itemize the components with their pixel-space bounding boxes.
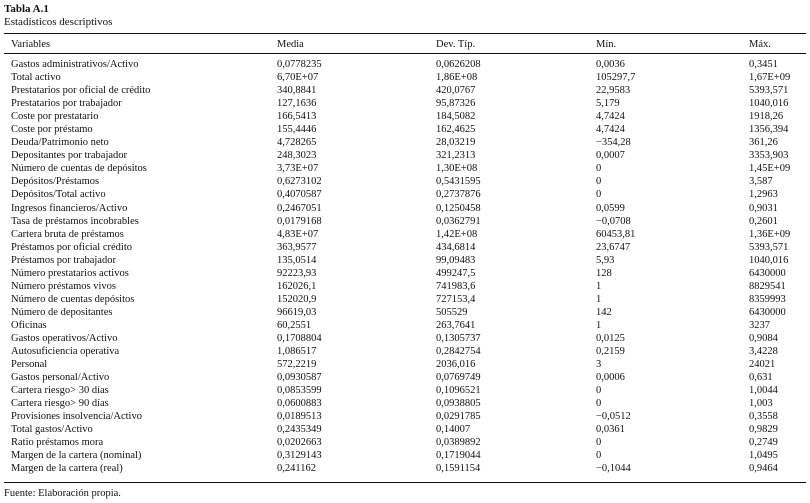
table-row	[11, 462, 806, 475]
cell-media: 166,5413	[277, 111, 317, 123]
cell-dev-tip: 420,0767	[436, 85, 476, 97]
cell-min: 0,0361	[596, 424, 625, 436]
cell-max: 1,45E+09	[749, 163, 791, 175]
cell-variable: Préstamos por oficial crédito	[11, 241, 133, 253]
cell-variable: Provisiones insolvencia/Activo	[11, 411, 142, 423]
cell-min: 0	[596, 189, 602, 201]
cell-media: 0,3129143	[277, 450, 322, 462]
table-row	[11, 175, 806, 188]
cell-min: 0,2159	[596, 346, 625, 358]
cell-variable: Cartera riesgo> 90 días	[11, 398, 109, 410]
cell-media: 135,0514	[277, 254, 317, 266]
cell-min: 0	[596, 398, 602, 410]
cell-max: 1,2963	[749, 189, 778, 201]
table-row	[11, 319, 806, 332]
cell-media: 0,0179168	[277, 215, 322, 227]
cell-dev-tip: 99,09483	[436, 254, 476, 266]
cell-dev-tip: 0,2842754	[436, 346, 481, 358]
cell-media: 0,4070587	[277, 189, 322, 201]
cell-media: 340,8841	[277, 85, 317, 97]
cell-max: 3,587	[749, 176, 773, 188]
descriptive-stats-table	[11, 58, 806, 476]
table-row	[11, 306, 806, 319]
cell-max: 1918,26	[749, 111, 784, 123]
cell-variable: Depósitos/Total activo	[11, 189, 106, 201]
cell-min: 0,0007	[596, 150, 625, 162]
cell-media: 152020,9	[277, 293, 317, 305]
cell-max: 0,2749	[749, 437, 778, 449]
cell-dev-tip: 1,86E+08	[436, 72, 478, 84]
table-caption-subtitle: Estadísticos descriptivos	[4, 16, 113, 28]
cell-variable: Autosuficiencia operativa	[11, 346, 120, 358]
cell-dev-tip: 0,1719044	[436, 450, 481, 462]
cell-media: 4,83E+07	[277, 228, 319, 240]
cell-dev-tip: 0,0291785	[436, 411, 481, 423]
cell-dev-tip: 0,0626208	[436, 59, 481, 70]
cell-min: 4,7424	[596, 111, 625, 123]
cell-variable: Personal	[11, 359, 48, 371]
cell-max: 0,9084	[749, 332, 778, 344]
cell-dev-tip: 0,2737876	[436, 189, 481, 201]
cell-variable: Gastos operativos/Activo	[11, 332, 118, 344]
table-row	[11, 241, 806, 254]
cell-min: 1	[596, 319, 602, 331]
cell-media: 3,73E+07	[277, 163, 319, 175]
cell-min: −0,0708	[596, 215, 631, 227]
cell-media: 248,3023	[277, 150, 317, 162]
cell-min: 0	[596, 176, 602, 188]
cell-max: 6430000	[749, 267, 786, 279]
table-body	[11, 58, 806, 476]
table-caption-title: Tabla A.1	[4, 3, 49, 15]
cell-dev-tip: 2036,016	[436, 359, 476, 371]
cell-media: 1,086517	[277, 346, 317, 358]
table-row	[11, 280, 806, 293]
cell-dev-tip: 28,03219	[436, 137, 476, 149]
cell-max: 1,36E+09	[749, 228, 791, 240]
table-row	[11, 188, 806, 201]
table-row	[11, 267, 806, 280]
cell-max: 1040,016	[749, 254, 789, 266]
cell-dev-tip: 0,0938805	[436, 398, 481, 410]
cell-variable: Cartera bruta de préstamos	[11, 228, 124, 240]
table-row	[11, 215, 806, 228]
cell-min: 23,6747	[596, 241, 631, 253]
cell-dev-tip: 0,1096521	[436, 385, 481, 397]
table-row	[11, 149, 806, 162]
cell-max: 8829541	[749, 280, 786, 292]
cell-max: 0,9031	[749, 202, 778, 214]
table-row	[11, 110, 806, 123]
cell-max: 6430000	[749, 306, 786, 318]
cell-variable: Margen de la cartera (real)	[11, 463, 123, 475]
cell-dev-tip: 505529	[436, 306, 468, 318]
cell-media: 0,0189513	[277, 411, 322, 423]
table-row	[11, 202, 806, 215]
cell-min: 4,7424	[596, 124, 625, 136]
cell-variable: Margen de la cartera (nominal)	[11, 450, 142, 462]
cell-variable: Préstamos por trabajador	[11, 254, 116, 266]
cell-max: 3237	[749, 319, 770, 331]
cell-dev-tip: 321,2313	[436, 150, 476, 162]
cell-media: 0,0600883	[277, 398, 322, 410]
cell-variable: Ingresos financieros/Activo	[11, 202, 128, 214]
cell-min: 105297,7	[596, 72, 636, 84]
cell-variable: Gastos administrativos/Activo	[11, 59, 139, 70]
top-rule	[4, 33, 806, 34]
cell-min: 1	[596, 280, 602, 292]
cell-max: 5393,571	[749, 241, 789, 253]
cell-min: −0,1044	[596, 463, 631, 475]
cell-dev-tip: 434,6814	[436, 241, 476, 253]
cell-min: 60453,81	[596, 228, 636, 240]
cell-max: 0,9829	[749, 424, 778, 436]
cell-variable: Deuda/Patrimonio neto	[11, 137, 109, 149]
cell-min: 0,0599	[596, 202, 625, 214]
header-variables: Variables	[11, 39, 51, 50]
cell-variable: Número de cuentas de depósitos	[11, 163, 147, 175]
table-row	[11, 384, 806, 397]
table-row	[11, 410, 806, 423]
table-row	[11, 84, 806, 97]
cell-variable: Número de cuentas depósitos	[11, 293, 135, 305]
cell-min: 0	[596, 163, 602, 175]
cell-variable: Total gastos/Activo	[11, 424, 93, 436]
cell-variable: Coste por prestatario	[11, 111, 99, 123]
cell-dev-tip: 0,0389892	[436, 437, 481, 449]
cell-variable: Número de depositantes	[11, 306, 113, 318]
cell-max: 1,67E+09	[749, 72, 791, 84]
cell-media: 363,9577	[277, 241, 317, 253]
cell-max: 0,2601	[749, 215, 778, 227]
cell-variable: Número préstamos vivos	[11, 280, 116, 292]
cell-max: 1,0495	[749, 450, 778, 462]
cell-min: 128	[596, 267, 612, 279]
cell-variable: Número prestatarios activos	[11, 267, 129, 279]
cell-max: 1356,394	[749, 124, 789, 136]
table-row	[11, 397, 806, 410]
bottom-rule	[4, 482, 806, 483]
cell-media: 92223,93	[277, 267, 317, 279]
cell-media: 127,1636	[277, 98, 317, 110]
cell-min: −0,0512	[596, 411, 631, 423]
cell-dev-tip: 727153,4	[436, 293, 476, 305]
cell-max: 3353,903	[749, 150, 789, 162]
cell-variable: Depositantes por trabajador	[11, 150, 128, 162]
table-row	[11, 423, 806, 436]
table-row	[11, 293, 806, 306]
cell-dev-tip: 1,42E+08	[436, 228, 478, 240]
cell-min: 0,0125	[596, 332, 625, 344]
cell-variable: Gastos personal/Activo	[11, 372, 110, 384]
cell-min: 142	[596, 306, 612, 318]
cell-variable: Depósitos/Préstamos	[11, 176, 100, 188]
table-row	[11, 228, 806, 241]
cell-media: 0,0778235	[277, 59, 322, 70]
cell-min: −354,28	[596, 137, 631, 149]
cell-dev-tip: 0,1591154	[436, 463, 481, 475]
table-row	[11, 449, 806, 462]
cell-dev-tip: 95,87326	[436, 98, 476, 110]
table-row	[11, 136, 806, 149]
cell-dev-tip: 741983,6	[436, 280, 476, 292]
cell-max: 1,003	[749, 398, 773, 410]
cell-media: 0,6273102	[277, 176, 322, 188]
cell-dev-tip: 0,1305737	[436, 332, 481, 344]
cell-media: 162026,1	[277, 280, 317, 292]
cell-dev-tip: 499247,5	[436, 267, 476, 279]
cell-max: 0,3558	[749, 411, 778, 423]
cell-dev-tip: 1,30E+08	[436, 163, 478, 175]
cell-variable: Oficinas	[11, 319, 47, 331]
cell-media: 0,0930587	[277, 372, 322, 384]
cell-media: 0,2467051	[277, 202, 322, 214]
header-min: Mín.	[596, 39, 617, 50]
cell-min: 0	[596, 437, 602, 449]
cell-max: 8359993	[749, 293, 786, 305]
table-row	[11, 358, 806, 371]
cell-media: 0,2435349	[277, 424, 322, 436]
cell-variable: Coste por préstamo	[11, 124, 93, 136]
table-row	[11, 345, 806, 358]
cell-media: 96619,03	[277, 306, 317, 318]
cell-dev-tip: 0,0769749	[436, 372, 481, 384]
header-dev-tip: Dev. Típ.	[436, 39, 476, 50]
cell-media: 0,0202663	[277, 437, 322, 449]
table-row	[11, 71, 806, 84]
cell-max: 24021	[749, 359, 776, 371]
header-media: Media	[277, 39, 304, 50]
cell-max: 0,631	[749, 372, 773, 384]
cell-min: 22,9583	[596, 85, 631, 97]
table-row	[11, 371, 806, 384]
cell-max: 0,3451	[749, 59, 778, 70]
cell-dev-tip: 263,7641	[436, 319, 476, 331]
cell-variable: Cartera riesgo> 30 días	[11, 385, 109, 397]
cell-media: 60,2551	[277, 319, 312, 331]
cell-min: 0,0006	[596, 372, 625, 384]
table-row	[11, 162, 806, 175]
cell-variable: Prestatarios por oficial de crédito	[11, 85, 151, 97]
cell-max: 5393,571	[749, 85, 789, 97]
header-max: Máx.	[749, 39, 771, 50]
table-row	[11, 332, 806, 345]
cell-dev-tip: 0,14007	[436, 424, 471, 436]
table-row	[11, 123, 806, 136]
cell-media: 0,1708804	[277, 332, 322, 344]
cell-max: 361,26	[749, 137, 778, 149]
cell-min: 5,93	[596, 254, 615, 266]
cell-dev-tip: 0,5431595	[436, 176, 481, 188]
cell-min: 0	[596, 450, 602, 462]
cell-media: 155,4446	[277, 124, 317, 136]
cell-media: 0,0853599	[277, 385, 322, 397]
table-row	[11, 436, 806, 449]
header-rule	[4, 53, 806, 54]
cell-media: 6,70E+07	[277, 72, 319, 84]
cell-max: 3,4228	[749, 346, 778, 358]
cell-media: 4,728265	[277, 137, 317, 149]
table-row	[11, 254, 806, 267]
cell-min: 5,179	[596, 98, 620, 110]
cell-min: 0	[596, 385, 602, 397]
cell-min: 3	[596, 359, 602, 371]
cell-dev-tip: 162,4625	[436, 124, 476, 136]
cell-variable: Ratio préstamos mora	[11, 437, 104, 449]
cell-max: 1,0044	[749, 385, 778, 397]
table-row	[11, 58, 806, 71]
cell-dev-tip: 0,1250458	[436, 202, 481, 214]
cell-max: 1040,016	[749, 98, 789, 110]
table-footnote: Fuente: Elaboración propia.	[4, 488, 121, 499]
cell-min: 1	[596, 293, 602, 305]
cell-media: 0,241162	[277, 463, 316, 475]
cell-dev-tip: 0,0362791	[436, 215, 481, 227]
cell-variable: Tasa de préstamos incobrables	[11, 215, 139, 227]
cell-dev-tip: 184,5082	[436, 111, 476, 123]
cell-variable: Prestatarios por trabajador	[11, 98, 122, 110]
cell-variable: Total activo	[11, 72, 61, 84]
cell-max: 0,9464	[749, 463, 778, 475]
cell-media: 572,2219	[277, 359, 317, 371]
table-row	[11, 97, 806, 110]
cell-min: 0,0036	[596, 59, 625, 70]
